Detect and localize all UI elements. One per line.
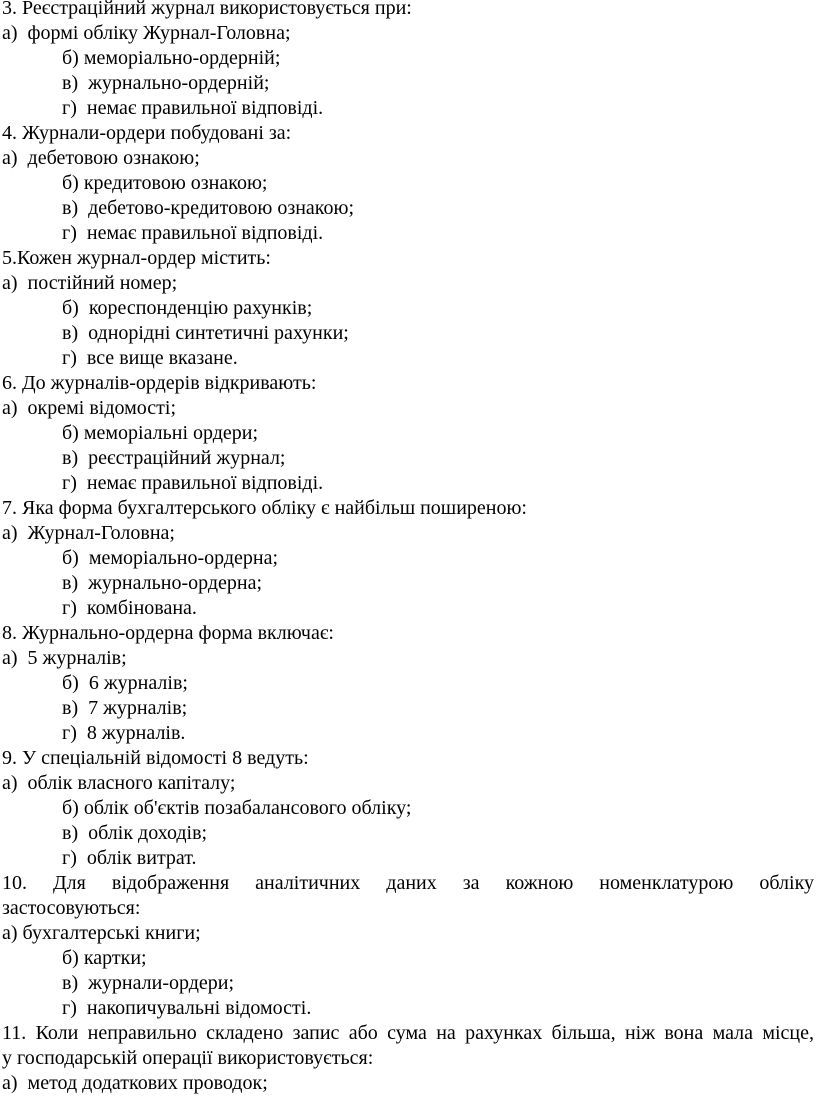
answer-option-g: г) немає правильної відповіді. [62,222,324,244]
answer-option-b: б) меморіальні ордери; [62,422,259,444]
answer-option-a: а) метод додаткових проводок; [2,1072,268,1094]
question-10-line-2: застосовуються: [2,897,141,919]
answer-option-g: г) немає правильної відповіді. [62,97,324,119]
question-10-line-1: 10. Для відображення аналітичних даних за кожною номенклатурою обліку [2,872,814,894]
answer-option-b: б) кредитовою ознакою; [62,172,268,194]
answer-option-v: в) журнально-ордерна; [62,572,263,594]
answer-option-g: г) облік витрат. [62,847,197,869]
answer-option-g: г) немає правильної відповіді. [62,472,324,494]
answer-option-a: а) формі обліку Журнал-Головна; [2,22,291,44]
answer-option-v: в) дебетово-кредитовою ознакою; [62,197,355,219]
question-11-line-1: 11. Коли неправильно складено запис або сума на рахунках більша, ніж вона мала місце, [2,1022,814,1044]
answer-option-v: в) облік доходів; [62,822,208,844]
answer-option-v: в) однорідні синтетичні рахунки; [62,322,349,344]
answer-option-v: в) 7 журналів; [62,697,188,719]
document-page [2,0,814,1096]
answer-option-b: б) меморіально-ордерна; [62,547,279,569]
answer-option-v: в) реєстраційний журнал; [62,447,286,469]
question-3: 3. Реєстраційний журнал використовується при: [2,0,412,19]
answer-option-v: в) журнали-ордери; [62,972,235,994]
answer-option-b: б) меморіально-ордерній; [62,47,281,69]
answer-option-a: а) дебетовою ознакою; [2,147,200,169]
answer-option-a: а) Журнал-Головна; [2,522,175,544]
question-8: 8. Журнально-ордерна форма включає: [2,622,334,644]
question-5: 5.Кожен журнал-ордер містить: [2,247,271,269]
answer-option-a: а) облік власного капіталу; [2,772,236,794]
question-9: 9. У спеціальній відомості 8 ведуть: [2,747,309,769]
answer-option-g: г) 8 журналів. [62,722,186,744]
answer-option-g: г) комбінована. [62,597,197,619]
question-7: 7. Яка форма бухгалтерського обліку є найбільш поширеною: [2,497,527,519]
answer-option-b: б) картки; [62,947,147,969]
answer-option-a: а) бухгалтерські книги; [2,922,201,944]
answer-option-a: а) 5 журналів; [2,647,127,669]
answer-option-g: г) накопичувальні відомості. [62,997,312,1019]
question-11-line-2: у господарській операції використовується: [2,1047,374,1069]
answer-option-b: б) облік об'єктів позабалансового обліку; [62,797,412,819]
question-6: 6. До журналів-ордерів відкривають: [2,372,317,394]
answer-option-g: г) все вище вказане. [62,347,238,369]
answer-option-b: б) кореспонденцію рахунків; [62,297,313,319]
answer-option-a: а) постійний номер; [2,272,178,294]
answer-option-b: б) 6 журналів; [62,672,188,694]
question-4: 4. Журнали-ордери побудовані за: [2,122,292,144]
answer-option-a: а) окремі відомості; [2,397,177,419]
answer-option-v: в) журнально-ордерній; [62,72,270,94]
